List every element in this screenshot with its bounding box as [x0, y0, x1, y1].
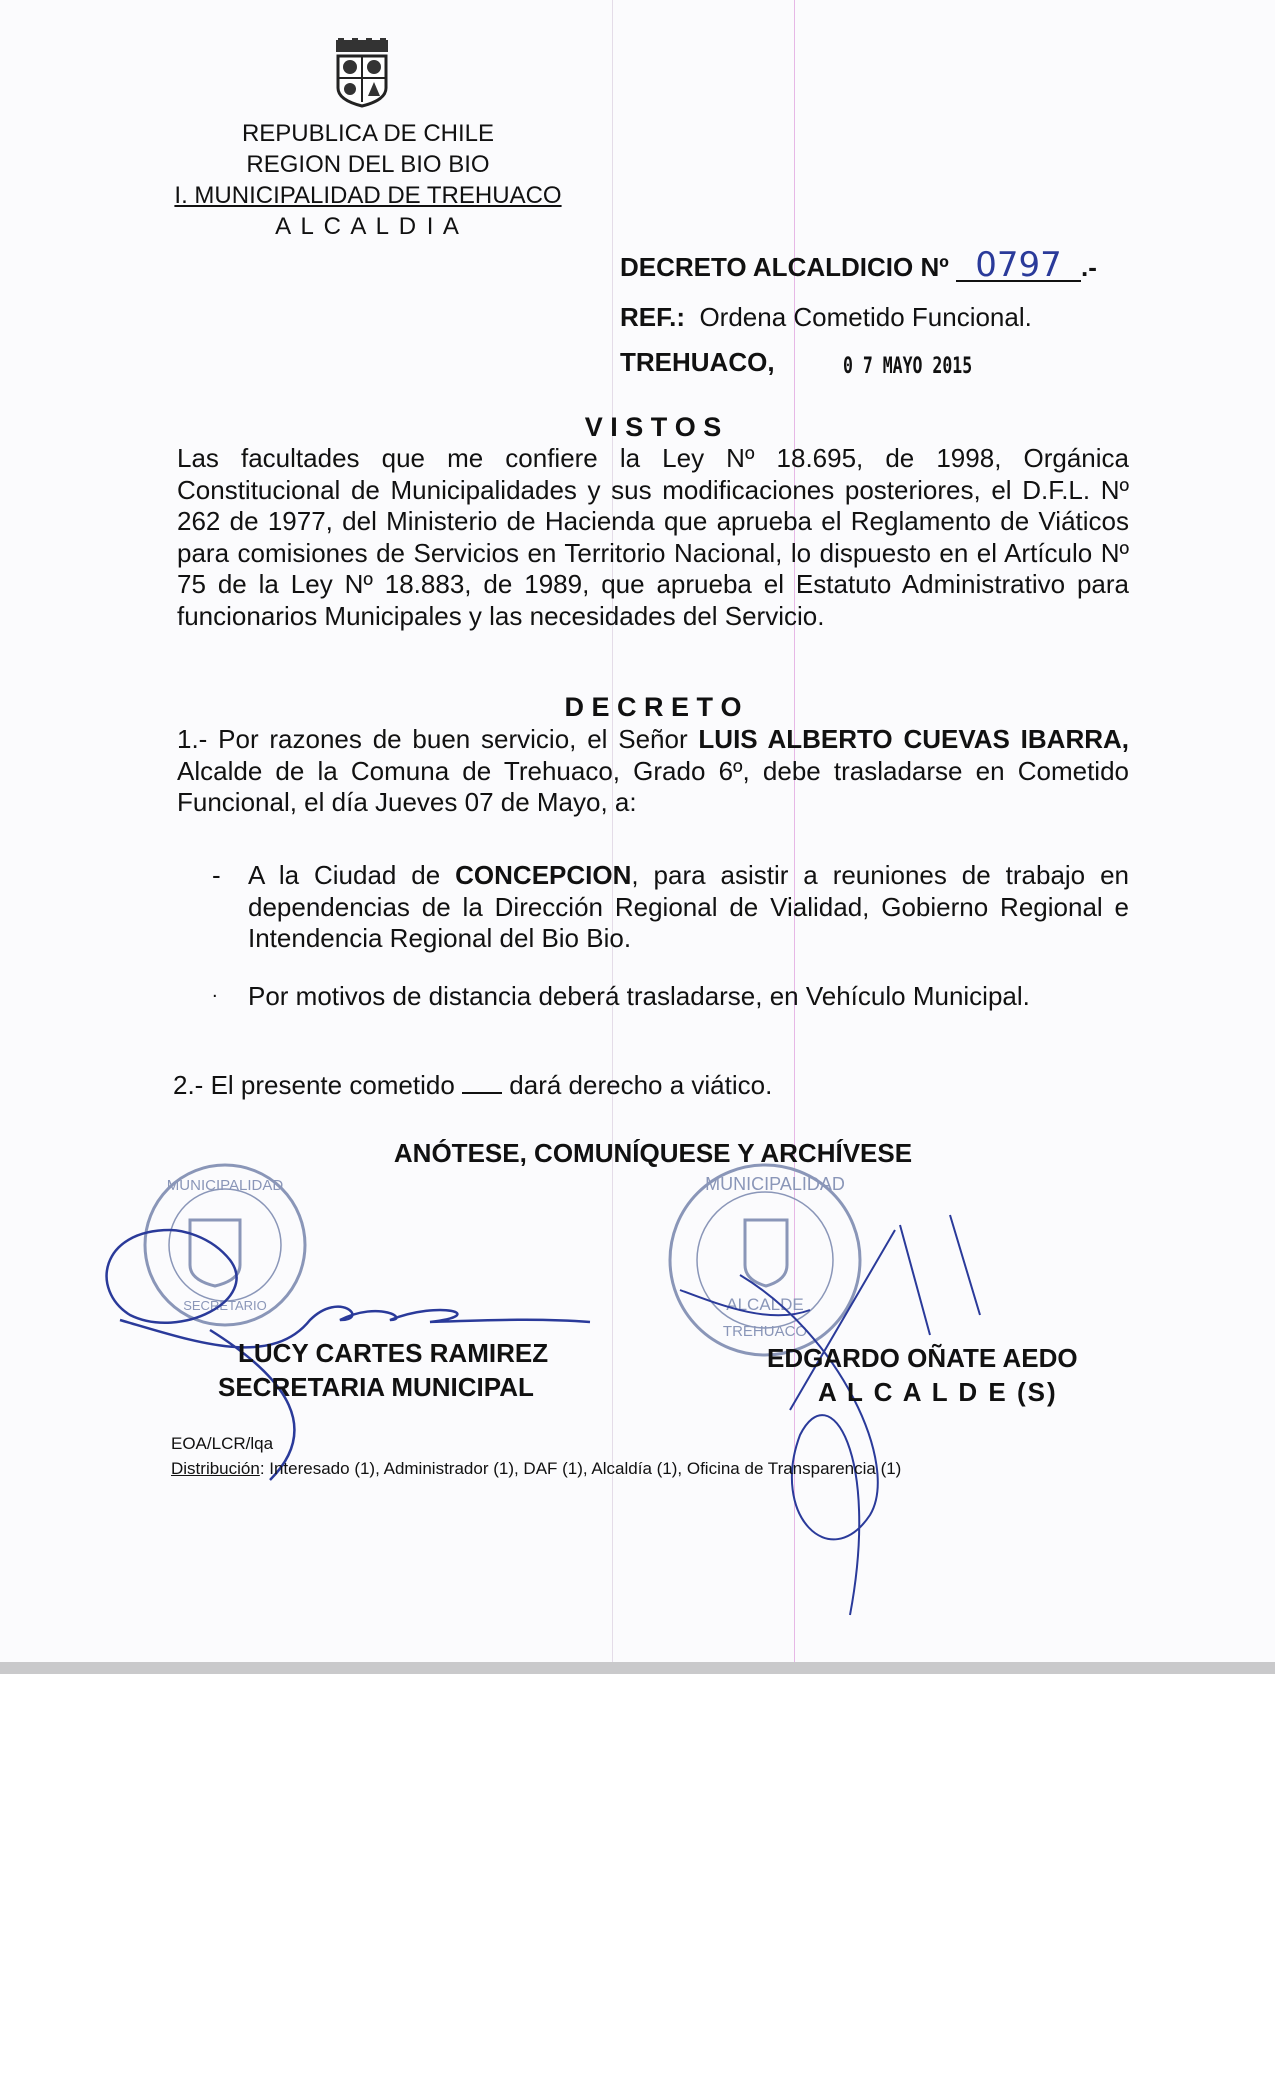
- decree-title: [620, 245, 1097, 285]
- distribution: [171, 1459, 901, 1479]
- page-edge: [0, 1662, 1275, 1674]
- decreto-heading: D E C R E T O: [564, 692, 742, 722]
- bullet-text: , para asistir a reuniones de trabajo en dependencias de la Dirección Regional de Vialidad, Gobierno Regional e Intendencia Regional del Bio Bio.: [248, 860, 1129, 953]
- mayor-title: A L C A L D E (S): [818, 1377, 1058, 1407]
- ref-label: REF.:: [620, 302, 685, 332]
- p1-text: Alcalde de la Comuna de Trehuaco, Grado 6º, debe trasladarse en Cometido Funcional, el día Jueves 07 de Mayo, a:: [177, 755, 1129, 817]
- p1-text: 1.- Por razones de buen servicio, el Señor: [177, 724, 699, 754]
- decree-suffix: .-: [1080, 252, 1097, 282]
- stamp-text: SECRETARIO: [183, 1298, 267, 1313]
- bullet-dash: -: [212, 860, 221, 890]
- secretary-title: SECRETARIA MUNICIPAL: [218, 1372, 534, 1402]
- ref-text: Ordena Cometido Funcional.: [699, 302, 1032, 332]
- header-line: REGION DEL BIO BIO: [246, 151, 490, 178]
- bullet-1: [248, 860, 1129, 955]
- header-line: A L C A L D I A: [275, 213, 461, 240]
- stamp-text: MUNICIPALIDAD: [705, 1174, 845, 1194]
- ref-line: [620, 302, 1032, 333]
- initials: EOA/LCR/lqa: [171, 1434, 274, 1453]
- p2-text: dará derecho a viático.: [509, 1070, 773, 1100]
- bullet-dot: .: [212, 980, 218, 1002]
- mayor-signature: [680, 1215, 1100, 1615]
- bullet-text: A la Ciudad de: [248, 860, 456, 890]
- person-name: LUIS ALBERTO CUEVAS IBARRA,: [698, 724, 1129, 754]
- stamp-text: TREHUACO: [722, 1323, 808, 1340]
- distribution-label: Distribución: [171, 1459, 260, 1478]
- header-block: [168, 118, 568, 242]
- vistos-text: Las facultades que me confiere la Ley Nº 18.695, de 1998, Orgánica Constitucional de Municipalidades y sus modificaciones posteriores, el D.F.L. Nº 262 de 1977, del Ministerio de Hacienda que aprueba el Reglamento de Viáticos para comisiones de Servicios en Territorio Nacional, lo dispuesto en el Artículo Nº 75 de la Ley Nº 18.883, de 1989, que aprueba el Estatuto Administrativo para funcionarios Municipales y las necesidades del Servicio.: [177, 443, 1129, 631]
- city: CONCEPCION: [455, 860, 632, 890]
- secretary-name: LUCY CARTES RAMIREZ: [238, 1338, 549, 1368]
- place: TREHUACO,: [620, 347, 775, 377]
- mayor-name: EDGARDO OÑATE AEDO: [767, 1343, 1078, 1373]
- date-stamp: 0 7 MAYO 2015: [843, 354, 973, 379]
- decree-number: 0797: [956, 250, 1081, 282]
- header-line: I. MUNICIPALIDAD DE TREHUACO: [174, 182, 562, 209]
- decree-title-label: DECRETO ALCALDICIO Nº: [620, 252, 949, 282]
- stamp-text: MUNICIPALIDAD: [166, 1177, 284, 1194]
- stamp-text: ALCALDE: [726, 1295, 804, 1314]
- decreto-paragraph-2: [173, 1070, 772, 1101]
- vistos-heading: V I S T O S: [584, 412, 722, 442]
- decreto-paragraph-1: [177, 724, 1129, 819]
- header-line: REPUBLICA DE CHILE: [241, 120, 495, 147]
- closing: ANÓTESE, COMUNÍQUESE Y ARCHÍVESE: [393, 1138, 913, 1168]
- p2-text: 2.- El presente cometido: [173, 1070, 455, 1100]
- coat-of-arms-icon: [330, 38, 394, 108]
- distribution-text: : Interesado (1), Administrador (1), DAF (1), Alcaldía (1), Oficina de Transparencia (1): [259, 1459, 902, 1478]
- bullet-2: Por motivos de distancia deberá trasladarse, en Vehículo Municipal.: [248, 981, 1030, 1011]
